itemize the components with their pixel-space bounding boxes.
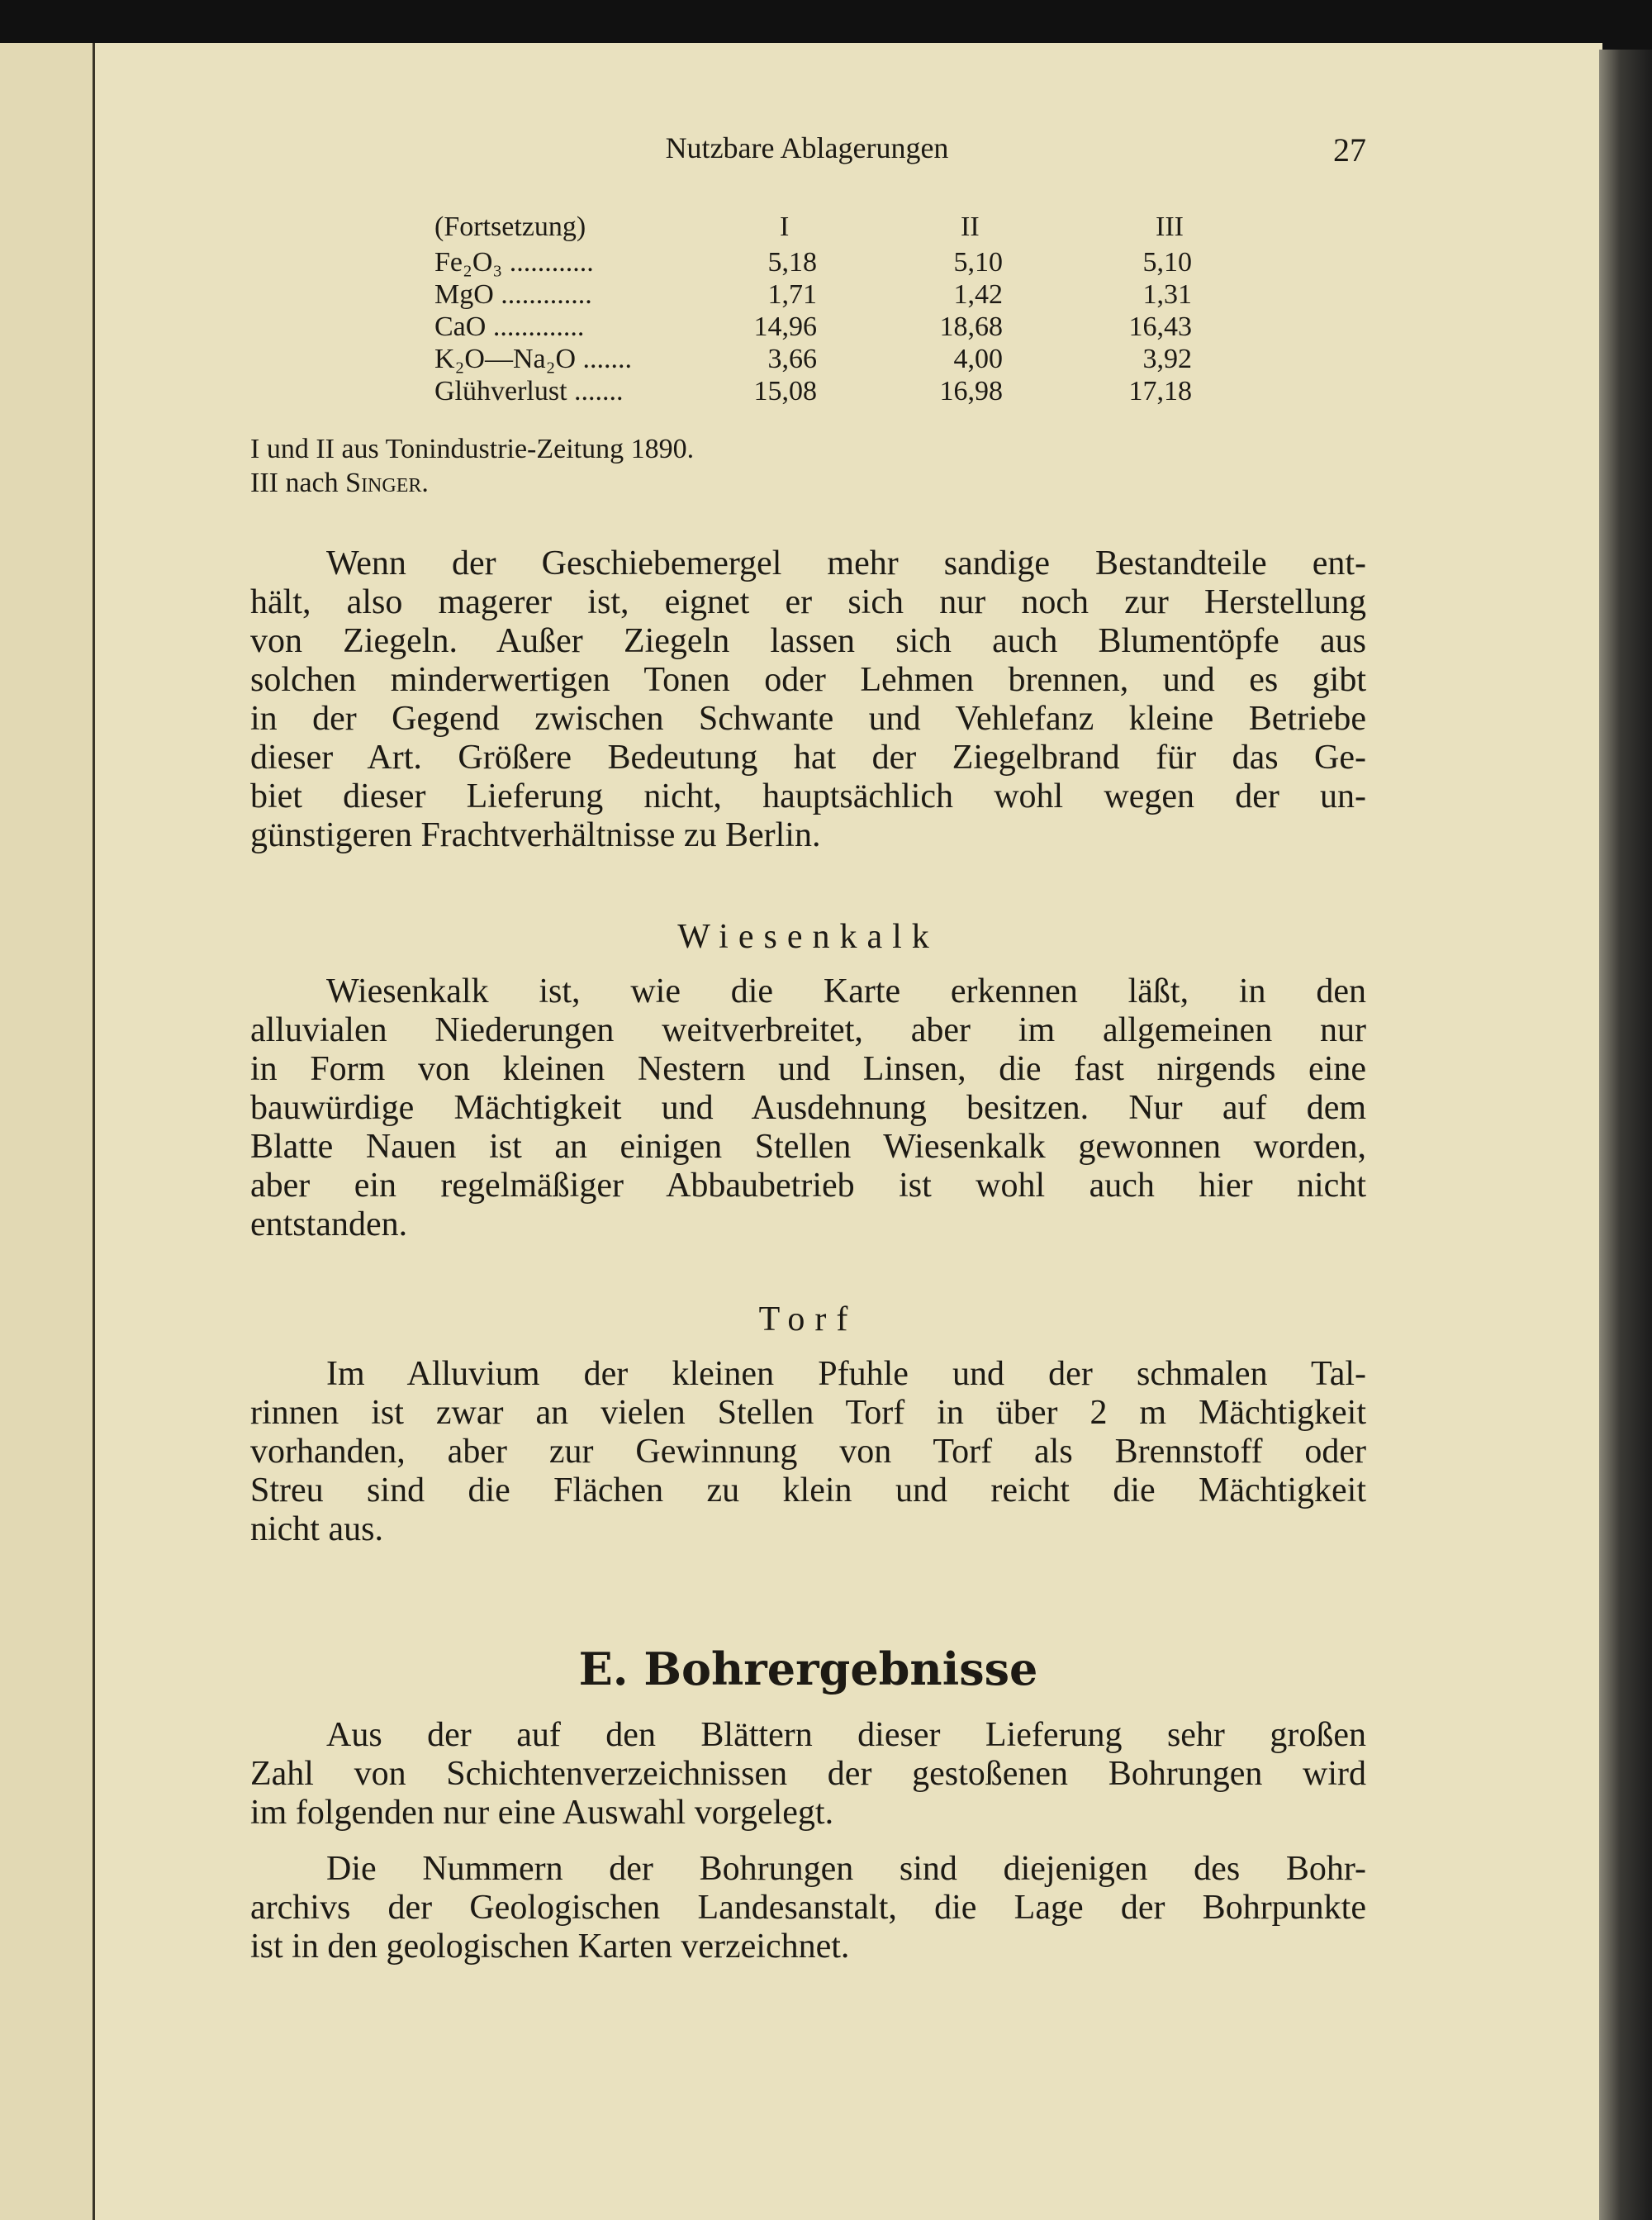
cell-value-II: 4,00 (953, 344, 1003, 374)
text-line: rinnen ist zwar an vielen Stellen Torf in über 2 m Mächtigkeit (250, 1394, 1366, 1432)
row-label: MgO ............. (434, 279, 592, 310)
text-line: dieser Art. Größere Bedeutung hat der Ziegelbrand für das Ge- (250, 739, 1366, 777)
text-line: Blatte Nauen ist an einigen Stellen Wiesenkalk gewonnen worden, (250, 1128, 1366, 1166)
table-row (434, 343, 1211, 375)
cell-value-I: 15,08 (753, 376, 817, 406)
text-line: Wiesenkalk ist, wie die Karte erkennen läßt, in den (326, 972, 1366, 1010)
text-line: Streu sind die Flächen zu klein und reicht die Mächtigkeit (250, 1471, 1366, 1509)
text-line: in der Gegend zwischen Schwante und Vehlefanz kleine Betriebe (250, 700, 1366, 738)
row-label: CaO ............. (434, 311, 585, 342)
text-line: in Form von kleinen Nestern und Linsen, die fast nirgends eine (250, 1050, 1366, 1088)
table-header-label: (Fortsetzung) (434, 212, 586, 242)
text-line: von Ziegeln. Außer Ziegeln lassen sich auch Blumentöpfe aus (250, 622, 1366, 660)
table-row (434, 246, 1211, 278)
previous-page-edge (0, 43, 95, 2220)
text-line: nicht aus. (250, 1510, 383, 1548)
text-line: aber ein regelmäßiger Abbaubetrieb ist wohl auch hier nicht (250, 1167, 1366, 1205)
row-label: K₂O—Na₂O ....... (434, 344, 633, 374)
running-header: Nutzbare Ablagerungen (665, 131, 949, 164)
text-line: alluvialen Niederungen weitverbreitet, aber im allgemeinen nur (250, 1011, 1366, 1049)
row-label: Fe₂O₃ ............ (434, 247, 594, 278)
analysis-table (434, 208, 1211, 407)
table-row (434, 311, 1211, 343)
text-line: biet dieser Lieferung nicht, hauptsächlich wohl wegen der un- (250, 777, 1366, 815)
text-line: archivs der Geologischen Landesanstalt, die Lage der Bohrpunkte (250, 1889, 1366, 1927)
subheading-wiesenkalk: Wiesenkalk (677, 918, 939, 956)
text-line: vorhanden, aber zur Gewinnung von Torf als Brennstoff oder (250, 1433, 1366, 1471)
table-row (434, 278, 1211, 311)
text-line: im folgenden nur eine Auswahl vorgelegt. (250, 1794, 834, 1832)
cell-value-III: 16,43 (1128, 311, 1192, 342)
page-number: 27 (1333, 131, 1366, 169)
text-line: Im Alluvium der kleinen Pfuhle und der schmalen Tal- (326, 1355, 1366, 1393)
page-edge-shadow (1599, 50, 1652, 2220)
cell-value-III: 3,92 (1142, 344, 1192, 374)
footnote-author: Singer. (345, 468, 429, 498)
text-line: Zahl von Schichtenverzeichnissen der gestoßenen Bohrungen wird (250, 1755, 1366, 1793)
cell-value-II: 1,42 (953, 279, 1003, 310)
cell-value-I: 14,96 (753, 311, 817, 342)
table-header-row (434, 208, 1211, 246)
column-header-II: II (961, 212, 980, 242)
cell-value-II: 16,98 (939, 376, 1003, 406)
paragraph-torf (250, 1355, 1366, 1549)
cell-value-I: 1,71 (767, 279, 817, 310)
text-line: ist in den geologischen Karten verzeichnet. (250, 1928, 850, 1966)
subheading-torf: Torf (758, 1300, 858, 1338)
cell-value-II: 18,68 (939, 311, 1003, 342)
cell-value-II: 5,10 (953, 247, 1003, 278)
cell-value-I: 3,66 (767, 344, 817, 374)
text-line: Wenn der Geschiebemergel mehr sandige Bestandteile ent- (326, 544, 1366, 582)
text-line: Die Nummern der Bohrungen sind diejenigen des Bohr- (326, 1850, 1366, 1888)
text-line: solchen minderwertigen Tonen oder Lehmen brennen, und es gibt (250, 661, 1366, 699)
paragraph-nummern (250, 1850, 1366, 1966)
column-header-I: I (780, 212, 790, 242)
cell-value-III: 17,18 (1128, 376, 1192, 406)
cell-value-III: 1,31 (1142, 279, 1192, 310)
paragraph-ziegel (250, 544, 1366, 855)
text-line: Aus der auf den Blättern dieser Lieferung sehr großen (326, 1716, 1366, 1754)
row-label: Glühverlust ....... (434, 376, 624, 406)
paragraph-wiesenkalk (250, 972, 1366, 1244)
text-line: günstigeren Frachtverhältnisse zu Berlin. (250, 816, 821, 854)
cell-value-I: 5,18 (767, 247, 817, 278)
footnote-prefix: III nach (250, 468, 346, 498)
cell-value-III: 5,10 (1142, 247, 1192, 278)
table-row (434, 375, 1211, 407)
footnote-source-1: I und II aus Tonindustrie-Zeitung 1890. (250, 434, 695, 464)
column-header-III: III (1156, 212, 1184, 242)
footnote-source-2 (250, 468, 429, 499)
section-heading-bohrergebnisse: E. Bohrergebnisse (578, 1642, 1038, 1695)
paragraph-auswahl (250, 1716, 1366, 1833)
text-line: bauwürdige Mächtigkeit und Ausdehnung besitzen. Nur auf dem (250, 1089, 1366, 1127)
text-line: hält, also magerer ist, eignet er sich nur noch zur Herstellung (250, 583, 1366, 621)
text-line: entstanden. (250, 1205, 408, 1243)
